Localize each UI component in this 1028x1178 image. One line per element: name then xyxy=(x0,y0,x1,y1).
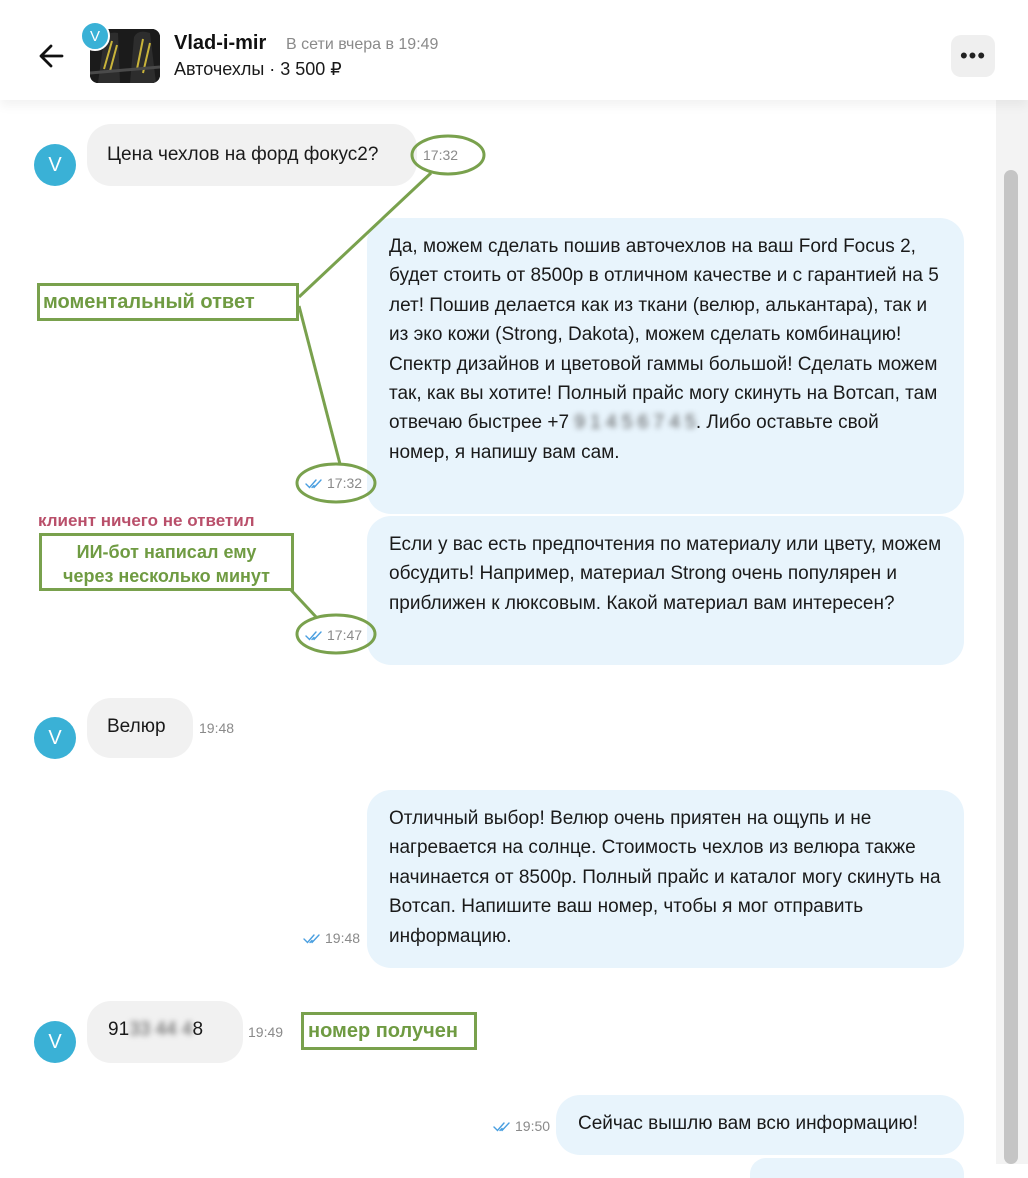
annotation-connector xyxy=(299,306,340,464)
scrollbar-thumb[interactable] xyxy=(1004,170,1018,1164)
chat-header xyxy=(0,0,1028,100)
time-label: 19:48 xyxy=(325,930,361,946)
message-time: 17:32 xyxy=(423,147,459,163)
message-text-end: . Либо оставьте свой номер, я напишу вам сам. xyxy=(389,412,879,463)
double-check-icon xyxy=(305,478,323,489)
message-time xyxy=(305,627,362,643)
annotation-connector xyxy=(291,590,317,618)
annotation-instant-reply: моментальный ответ xyxy=(37,283,299,321)
message-time: 19:48 xyxy=(199,720,235,736)
online-status: В сети вчера в 19:49 xyxy=(286,36,439,53)
message-time xyxy=(493,1118,550,1134)
message-bubble-out xyxy=(367,790,964,968)
double-check-icon xyxy=(493,1121,511,1132)
hidden-phone-number: 9 1 4 5 6 7 4 5 xyxy=(569,412,696,434)
phone-text-end: 8 xyxy=(192,1019,204,1040)
phone-text-visible: 91 xyxy=(108,1019,130,1040)
message-bubble-in xyxy=(87,124,417,186)
message-text: Сейчас вышлю вам всю информацию! xyxy=(578,1113,918,1134)
back-arrow-icon[interactable] xyxy=(34,38,70,74)
sender-avatar[interactable]: V xyxy=(34,717,76,759)
message-bubble-out xyxy=(367,516,964,665)
sender-avatar[interactable]: V xyxy=(34,144,76,186)
message-text: Если у вас есть предпочтения по материалу или цвету, можем обсудить! Например, материал Strong очень популярен и приближен к люксовым. Какой материал вам интересен? xyxy=(389,534,942,614)
message-text: Цена чехлов на форд фокус2? xyxy=(107,144,379,165)
annotation-no-reply: клиент ничего не ответил xyxy=(38,511,255,530)
contact-avatar-badge: V xyxy=(80,21,110,51)
contact-name[interactable]: Vlad-i-mir xyxy=(174,32,267,54)
time-label: 17:47 xyxy=(327,627,363,643)
more-icon[interactable] xyxy=(951,35,995,77)
message-time: 19:49 xyxy=(248,1024,284,1040)
annotation-bot-followup xyxy=(39,533,294,591)
message-time xyxy=(305,475,362,491)
annotation-number-received: номер получен xyxy=(301,1012,477,1050)
next-message-bubble-partial xyxy=(750,1158,964,1178)
double-check-icon xyxy=(305,630,323,641)
message-bubble-out xyxy=(556,1095,964,1155)
message-bubble-out xyxy=(367,218,964,514)
annotation-line: ИИ-бот написал ему xyxy=(76,542,257,562)
message-bubble-in xyxy=(87,1001,243,1063)
message-text: Велюр xyxy=(107,716,166,737)
double-check-icon xyxy=(303,933,321,944)
annotation-line: через несколько минут xyxy=(63,566,270,586)
time-label: 17:32 xyxy=(327,475,363,491)
sender-avatar[interactable]: V xyxy=(34,1021,76,1063)
phone-text-hidden: 33 44 4 xyxy=(129,1019,193,1040)
time-label: 19:50 xyxy=(515,1118,551,1134)
message-bubble-in xyxy=(87,698,193,758)
message-text: Отличный выбор! Велюр очень приятен на ощупь и не нагревается на солнце. Стоимость чехлов из велюра также начинается от 8500р. Полный прайс и каталог могу скинуть на Вотсап. Напишите ваш номер, чтобы я мог отправить информацию. xyxy=(389,808,941,947)
more-label: ••• xyxy=(959,43,987,68)
listing-title[interactable]: Авточехлы · 3 500 ₽ xyxy=(174,59,342,79)
message-time xyxy=(303,930,360,946)
message-text: Да, можем сделать пошив авточехлов на ваш Ford Focus 2, будет стоить от 8500р в отличном качестве и с гарантией на 5 лет! Пошив делается как из ткани (велюр, алькантара), так и из эко кожи (Strong, Dakota), можем сделать комбинацию! Спектр дизайнов и цветовой гаммы большой! Сделать можем так, как вы хотите! Полный прайс могу скинуть на Вотсап, там отвечаю быстрее +7 xyxy=(389,236,939,434)
